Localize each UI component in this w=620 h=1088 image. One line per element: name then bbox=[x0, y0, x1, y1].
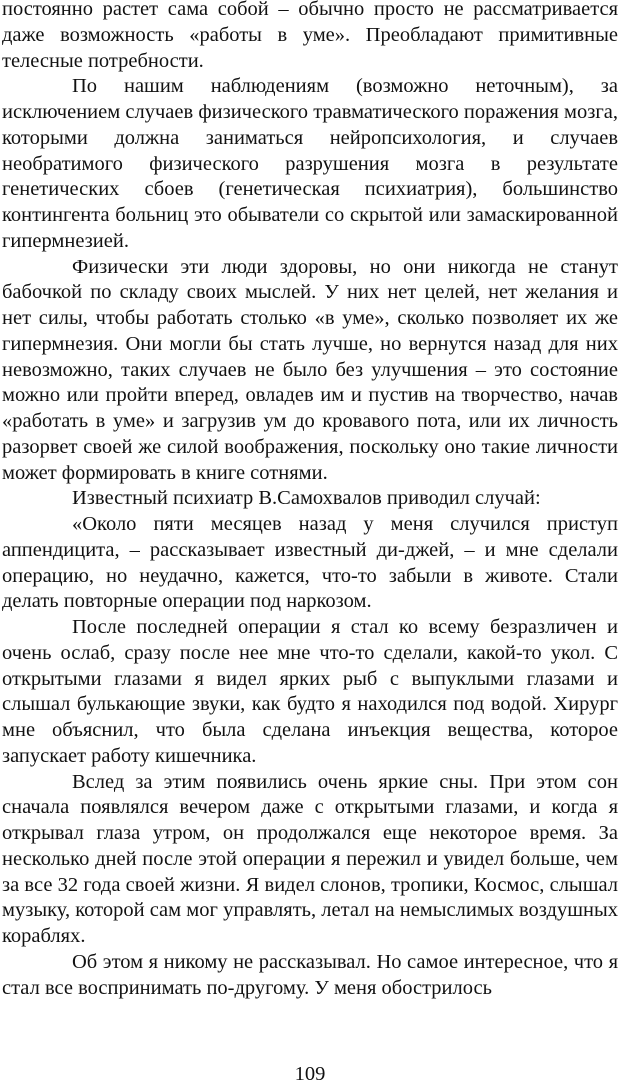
paragraph-observations: По нашим наблюдениям (возможно неточным), за исключением случаев физического травматического поражения мозга, которыми должна заниматься нейропсихология, и случаев необратимого физического разрушения мозга в результате генетических сбоев (генетическая психиатрия), большинство контингента больниц это обыватели со скрытой или замаскированной гипермнезией. bbox=[2, 75, 618, 252]
paragraph-quote-start: «Около пяти месяцев назад у меня случился приступ аппендицита, – рассказывает известный ди-джей, – и мне сделали операцию, но неудачно, кажется, что-то забыли в животе. Стали делать повторные операции под наркозом. bbox=[2, 513, 618, 613]
paragraph-psychiatrist-case: Известный психиатр В.Самохвалов приводил случай: bbox=[72, 487, 541, 510]
paragraph-told-no-one: Об этом я никому не рассказывал. Но самое интересное, что я стал все воспринимать по-другому. У меня обострилось bbox=[2, 950, 618, 999]
page-number: 109 bbox=[294, 1063, 326, 1085]
paragraph-continuation: постоянно растет сама собой – обычно просто не рассматривается даже возможность «работы в уме». Преобладают примитивные телесные потребности. bbox=[2, 0, 618, 72]
paragraph-healthy-people: Физически эти люди здоровы, но они никогда не станут бабочкой по складу своих мыслей. У них нет целей, нет желания и нет силы, чтобы работать столько «в уме», сколько позволяет их же гипермнезия. Они могли бы стать лучше, но вернутся назад для них невозможно, таких случаев не было без улучшения – это состояние можно или пройти вперед, овладев им и пустив на творчество, начав «работать в уме» и загрузив ум до кровавого пота, или их личность разорвет своей же силой воображения, поскольку оно такие личности может формировать в книге сотнями. bbox=[2, 255, 618, 484]
paragraph-vivid-dreams: Вслед за этим появились очень яркие сны. При этом сон сначала появлялся вечером даже с открытыми глазами, и когда я открывал глаза утром, он продолжался еще некоторое время. За несколько дней после этой операции я пережил и увидел больше, чем за все 32 года своей жизни. Я видел слонов, тропики, Космос, слышал музыку, которой сам мог управлять, летал на немыслимых воздушных кораблях. bbox=[2, 770, 618, 947]
body-text bbox=[2, 0, 618, 1001]
paragraph-last-operation: После последней операции я стал ко всему безразличен и очень ослаб, сразу после нее мне что-то сделали, какой-то укол. С открытыми глазами я видел ярких рыб с выпуклыми глазами и слышал булькающие звуки, как будто я находился под водой. Хирург мне объяснил, что была сделана инъекция вещества, которое запускает работу кишечника. bbox=[2, 616, 618, 767]
